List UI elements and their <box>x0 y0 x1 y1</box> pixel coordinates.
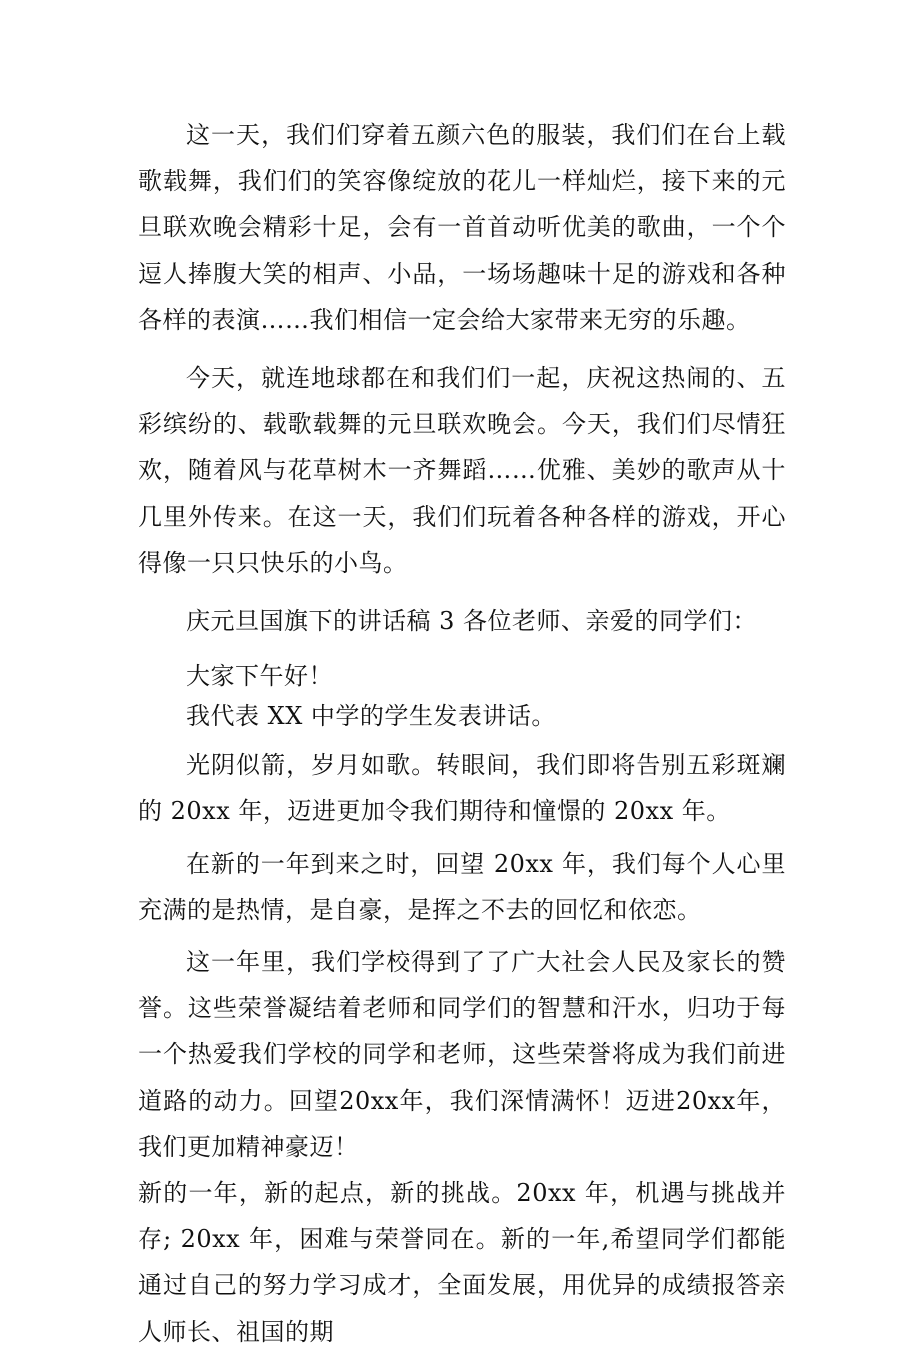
paragraph-today: 今天，就连地球都在和我们们一起，庆祝这热闹的、五彩缤纷的、载歌载舞的元旦联欢晚会。今天，我们们尽情狂欢，随着风与花草树木一齐舞蹈……优雅、美妙的歌声从十几里外传来。在这一天，我们们玩着各种各样的游戏，开心得像一只只快乐的小鸟。 <box>138 364 786 577</box>
document-body <box>138 112 786 1355</box>
paragraph-representative: 我代表 XX 中学的学生发表讲话。 <box>186 702 556 731</box>
paragraph-new-year: 在新的一年到来之时，回望 20xx 年，我们每个人心里充满的是热情，是自豪，是挥之不去的回忆和依恋。 <box>138 849 786 924</box>
paragraph-speech-title: 庆元旦国旗下的讲话稿 3 各位老师、亲爱的同学们： <box>186 607 758 636</box>
paragraph-celebration-day: 这一天，我们们穿着五颜六色的服装，我们们在台上载歌载舞，我们们的笑容像绽放的花儿一样灿烂，接下来的元旦联欢晚会精彩十足，会有一首首动听优美的歌曲，一个个逗人捧腹大笑的相声、小品，一场场趣味十足的游戏和各种各样的表演……我们相信一定会给大家带来无穷的乐趣。 <box>138 121 786 334</box>
paragraph-time-flies: 光阴似箭，岁月如歌。转眼间，我们即将告别五彩斑斓的 20xx 年，迈进更加令我们期待和憧憬的 20xx 年。 <box>138 751 786 826</box>
paragraph-school-honors: 这一年里，我们学校得到了了广大社会人民及家长的赞誉。这些荣誉凝结着老师和同学们的智慧和汗水，归功于每一个热爱我们学校的同学和老师，这些荣誉将成为我们前进道路的动力。回望20xx年，我们深情满怀！迈进20xx年，我们更加精神豪迈！ <box>138 948 786 1161</box>
paragraph-new-start: 新的一年，新的起点，新的挑战。20xx 年，机遇与挑战并存; 20xx 年，困难与荣誉同在。新的一年,希望同学们都能通过自己的努力学习成才，全面发展，用优异的成绩报答亲人师长、祖国的期 <box>138 1179 786 1346</box>
paragraph-greeting: 大家下午好！ <box>186 662 333 691</box>
